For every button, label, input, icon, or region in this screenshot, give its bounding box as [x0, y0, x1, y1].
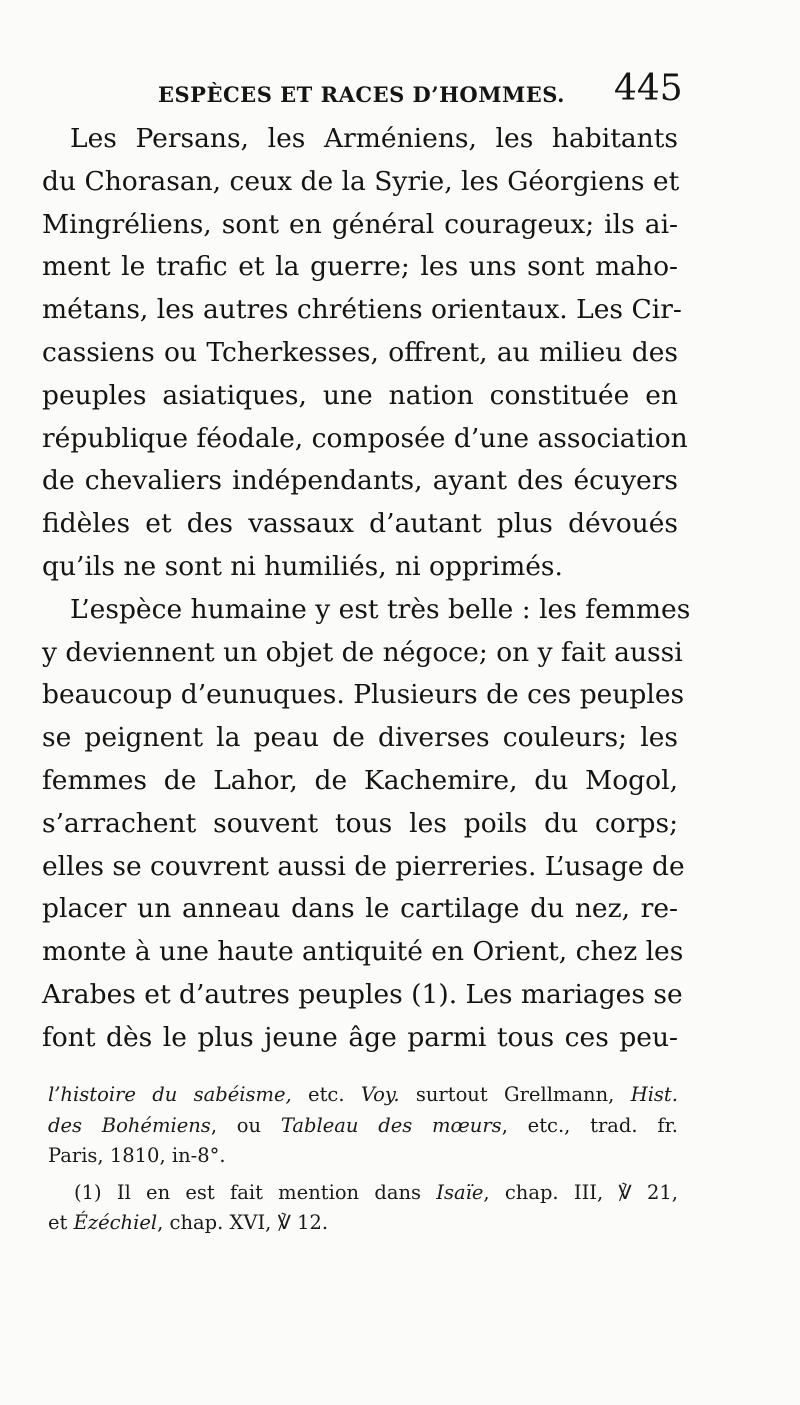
- text-line: monte à une haute antiquité en Orient, chez les: [42, 936, 684, 968]
- text-line: se peignent la peau de diverses couleurs; les: [42, 722, 678, 754]
- text-line: y deviennent un objet de négoce; on y fait aussi: [42, 636, 683, 668]
- text-line: elles se couvrent aussi de pierreries. L’usage de: [42, 850, 685, 882]
- running-head: [0, 68, 800, 118]
- footnote-1-line: (1) Il en est fait mention dans Isaïe, chap. III, ℣ 21,: [74, 1180, 679, 1204]
- running-title: ESPÈCES ET RACES D’HOMMES.: [158, 82, 565, 107]
- text-line: L’espèce humaine y est très belle : les femmes: [70, 593, 691, 625]
- text-line: peuples asiatiques, une nation constituée en: [42, 379, 678, 411]
- footnote-continued-line: l’histoire du sabéisme, etc. Voy. surtout Grellmann, Hist.: [48, 1083, 678, 1106]
- text-line: de chevaliers indépendants, ayant des écuyers: [42, 465, 678, 497]
- text-line: république féodale, composée d’une association: [42, 422, 688, 454]
- footnote-continued-line: des Bohémiens, ou Tableau des mœurs, etc., trad. fr.: [48, 1113, 678, 1137]
- text-line: métans, les autres chrétiens orientaux. Les Cir-: [42, 294, 682, 326]
- text-line: s’arrachent souvent tous les poils du corps;: [42, 807, 678, 839]
- text-line: ment le trafic et la guerre; les uns sont maho-: [42, 251, 678, 283]
- footnote-continued-line: Paris, 1810, in-8°.: [48, 1144, 226, 1167]
- text-line: font dès le plus jeune âge parmi tous ces peu-: [42, 1021, 678, 1053]
- text-line: qu’ils ne sont ni humiliés, ni opprimés.: [42, 550, 563, 582]
- page-number: 445: [614, 68, 683, 109]
- text-line: placer un anneau dans le cartilage du nez, re-: [42, 893, 678, 925]
- text-line: Arabes et d’autres peuples (1). Les mariages se: [42, 978, 683, 1010]
- body-text: [42, 118, 691, 1060]
- text-line: Mingréliens, sont en général courageux; ils ai-: [42, 208, 678, 240]
- footnotes: [48, 1080, 678, 1239]
- text-line: du Chorasan, ceux de la Syrie, les Géorgiens et: [42, 165, 680, 197]
- text-line: cassiens ou Tcherkesses, offrent, au milieu des: [42, 336, 678, 368]
- text-line: fidèles et des vassaux d’autant plus dévoués: [42, 508, 678, 540]
- text-line: femmes de Lahor, de Kachemire, du Mogol,: [42, 764, 678, 796]
- text-line: Les Persans, les Arméniens, les habitants: [70, 123, 678, 154]
- footnote-1-line: et Ézéchiel, chap. XVI, ℣ 12.: [48, 1211, 329, 1234]
- text-line: beaucoup d’eunuques. Plusieurs de ces peuples: [42, 679, 685, 711]
